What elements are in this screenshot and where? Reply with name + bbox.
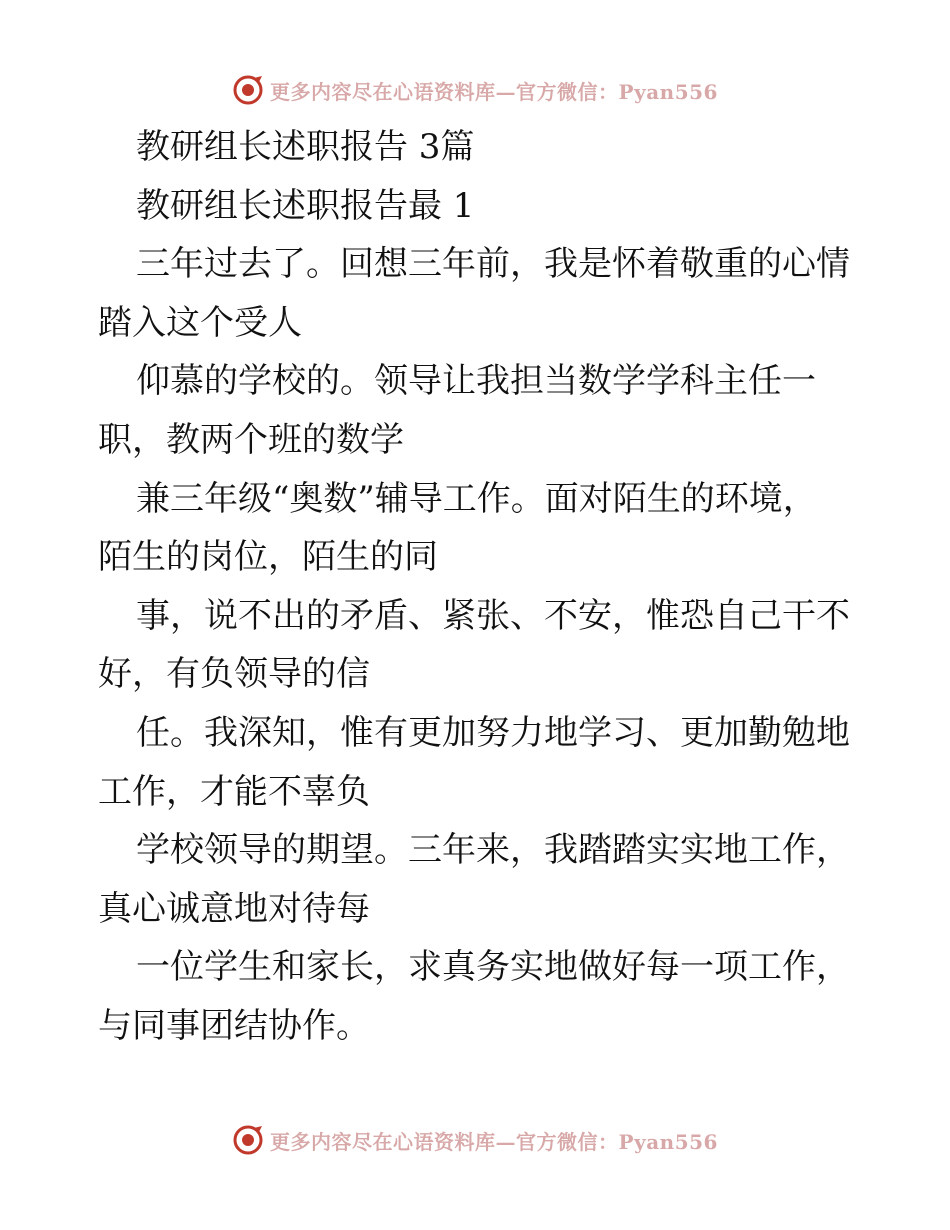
paragraph-line: 工作，才能不辜负 [98, 771, 370, 812]
paragraph-line: 任。我深知，惟有更加努力地学习、更加勤勉地 [136, 712, 850, 753]
logo-icon [232, 1124, 264, 1156]
header-watermark-text: 更多内容尽在心语资料库—官方微信：Pyan556 [270, 79, 718, 104]
footer-watermark [0, 1120, 950, 1160]
logo-icon [232, 74, 264, 106]
paragraph-line: 学校领导的期望。三年来，我踏踏实实地工作， [136, 830, 850, 871]
paragraph-line: 兼三年级“奥数”辅导工作。面对陌生的环境， [136, 478, 817, 519]
paragraph-line: 职，教两个班的数学 [98, 419, 404, 460]
paragraph-line: 事，说不出的矛盾、紧张、不安，惟恐自己干不 [136, 595, 850, 636]
doc-subtitle: 教研组长述职报告最 1 [136, 185, 475, 226]
paragraph-line: 三年过去了。回想三年前，我是怀着敬重的心情 [136, 244, 850, 285]
paragraph-line: 陌生的岗位，陌生的同 [98, 537, 438, 578]
paragraph-line: 真心诚意地对待每 [98, 888, 370, 929]
paragraph-line: 踏入这个受人 [98, 302, 302, 343]
footer-watermark-text: 更多内容尽在心语资料库—官方微信：Pyan556 [270, 1129, 718, 1154]
paragraph-line: 好，有负领导的信 [98, 654, 370, 695]
document-body [98, 118, 868, 1056]
doc-title: 教研组长述职报告 3篇 [136, 127, 475, 167]
paragraph-line: 一位学生和家长，求真务实地做好每一项工作， [136, 947, 850, 988]
header-watermark [0, 70, 950, 110]
paragraph-line: 仰慕的学校的。领导让我担当数学学科主任一 [136, 361, 816, 402]
paragraph-line: 与同事团结协作。 [98, 1005, 370, 1046]
